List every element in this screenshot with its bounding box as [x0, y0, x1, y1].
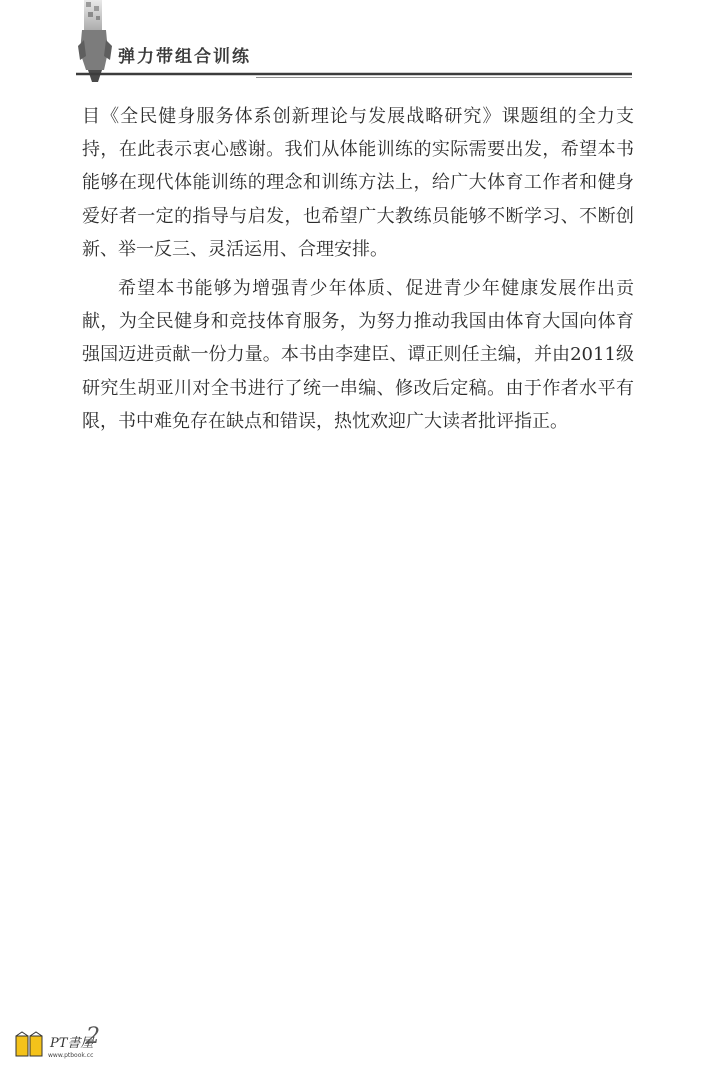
header-rule-line [76, 70, 636, 80]
book-logo-icon [14, 1028, 48, 1062]
logo-text: PT書屋 [50, 1036, 94, 1051]
paragraph-2: 希望本书能够为增强青少年体质、促进青少年健康发展作出贡献，为全民健身和竞技体育服务，为努力推动我国由体育大国向体育强国迈进贡献一份力量。本书由李建臣、谭正则任主编，并由2011级研究生胡亚川对全书进行了统一串编、修改后定稿。由于作者水平有限，书中难免存在缺点和错误，热忱欢迎广大读者批评指正。 [82, 278, 634, 432]
logo-url: www.ptbook.cc [48, 1052, 94, 1059]
pt-book-logo [14, 1028, 124, 1064]
body-text [82, 100, 634, 444]
paragraph-1: 目《全民健身服务体系创新理论与发展战略研究》课题组的全力支持，在此表示衷心感谢。我们从体能训练的实际需要出发，希望本书能够在现代体能训练的理念和训练方法上，给广大体育工作者和健身爱好者一定的指导与启发，也希望广大教练员能够不断学习、不断创新、举一反三、灵活运用、合理安排。 [82, 106, 634, 260]
page-header [0, 0, 710, 90]
running-header-title: 弹力带组合训练 [118, 47, 251, 67]
page-number: 2 [86, 1024, 100, 1049]
